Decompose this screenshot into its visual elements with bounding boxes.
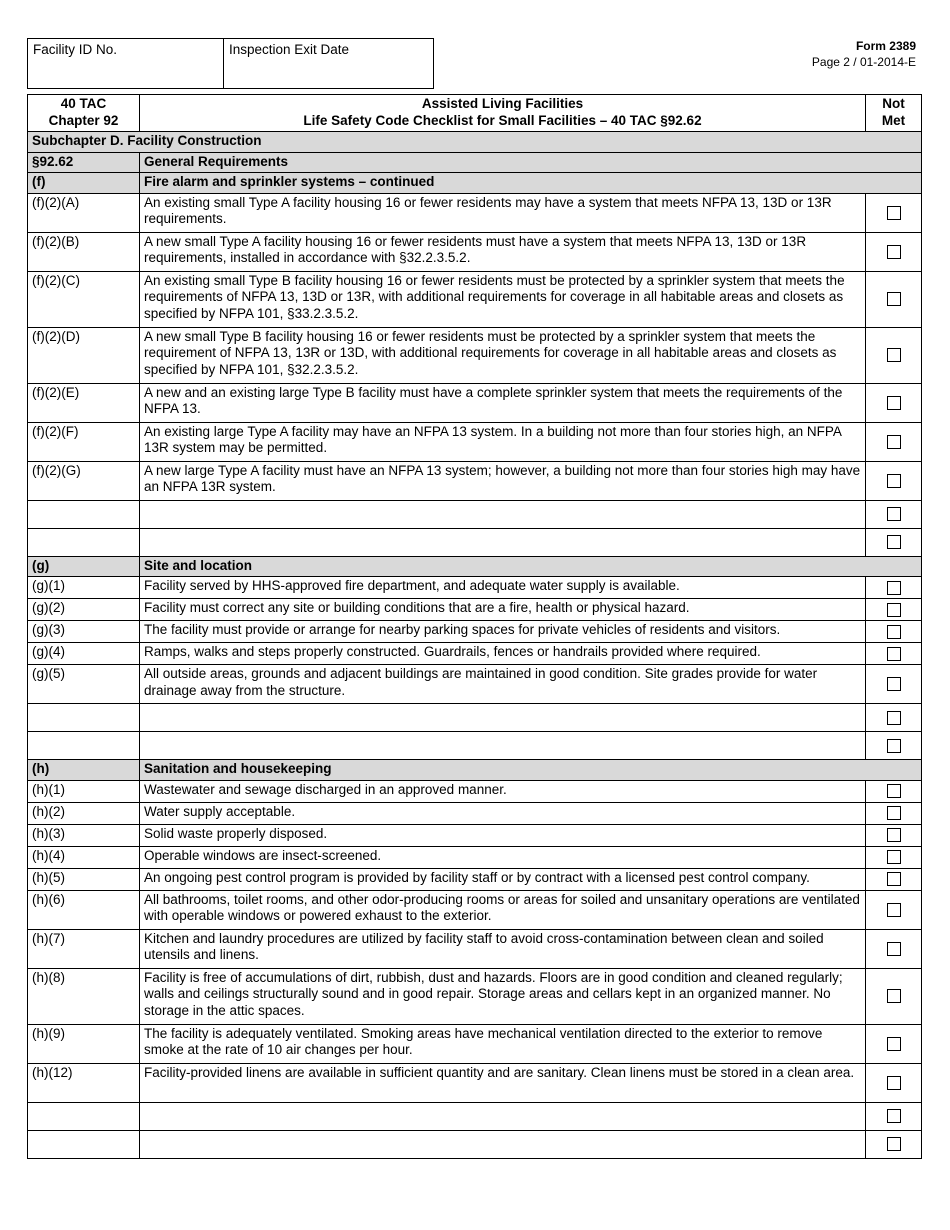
checklist-row bbox=[28, 1063, 922, 1102]
section-row bbox=[28, 152, 922, 173]
item-code: (g)(2) bbox=[28, 599, 140, 621]
blank-row bbox=[28, 528, 922, 556]
inspection-exit-date-label: Inspection Exit Date bbox=[229, 42, 350, 57]
checklist-row bbox=[28, 599, 922, 621]
item-code: (h)(4) bbox=[28, 846, 140, 868]
not-met-checkbox[interactable] bbox=[887, 784, 901, 798]
checklist-row bbox=[28, 232, 922, 271]
not-met-checkbox[interactable] bbox=[887, 1109, 901, 1123]
section-title: Sanitation and housekeeping bbox=[140, 760, 922, 781]
not-met-checkbox[interactable] bbox=[887, 603, 901, 617]
checklist-row bbox=[28, 846, 922, 868]
item-code: (f)(2)(B) bbox=[28, 232, 140, 271]
inspection-exit-date-field[interactable] bbox=[224, 39, 433, 88]
checklist-row bbox=[28, 802, 922, 824]
checklist-row bbox=[28, 780, 922, 802]
blank-row bbox=[28, 1102, 922, 1130]
not-met-checkbox[interactable] bbox=[887, 1076, 901, 1090]
item-text: Water supply acceptable. bbox=[140, 802, 866, 824]
item-text: An existing small Type A facility housing 16 or fewer residents may have a system that meets NFPA 13, 13D or 13R requirements. bbox=[140, 193, 866, 232]
item-code: (h)(8) bbox=[28, 968, 140, 1024]
blank-code-cell[interactable] bbox=[28, 1130, 140, 1158]
item-text: Facility served by HHS-approved fire department, and adequate water supply is available. bbox=[140, 577, 866, 599]
checklist-row bbox=[28, 868, 922, 890]
checklist-row bbox=[28, 327, 922, 383]
not-met-checkbox[interactable] bbox=[887, 739, 901, 753]
not-met-checkbox[interactable] bbox=[887, 677, 901, 691]
item-code: (g)(5) bbox=[28, 665, 140, 704]
checklist-table bbox=[27, 94, 922, 1159]
item-text: An existing large Type A facility may have an NFPA 13 system. In a building not more than four stories high, an NFPA 13R system may be permitted. bbox=[140, 422, 866, 461]
item-text: A new small Type A facility housing 16 or fewer residents must have a system that meets NFPA 13, 13D or 13R requirements, installed in accordance with §32.2.3.5.2. bbox=[140, 232, 866, 271]
blank-row bbox=[28, 500, 922, 528]
not-met-checkbox[interactable] bbox=[887, 245, 901, 259]
checklist-row bbox=[28, 271, 922, 327]
not-met-checkbox[interactable] bbox=[887, 1137, 901, 1151]
blank-text-cell[interactable] bbox=[140, 1130, 866, 1158]
checklist-row bbox=[28, 890, 922, 929]
item-text: The facility is adequately ventilated. Smoking areas have mechanical ventilation directed to the exterior to remove smoke at the rate of 10 air changes per hour. bbox=[140, 1024, 866, 1063]
page-info: Page 2 / 01-2014-E bbox=[811, 55, 916, 69]
facility-id-field[interactable] bbox=[28, 39, 224, 88]
facility-id-label: Facility ID No. bbox=[33, 42, 118, 57]
blank-code-cell[interactable] bbox=[28, 528, 140, 556]
table-title: Assisted Living Facilities Life Safety Code Checklist for Small Facilities – 40 TAC §92.62 bbox=[140, 95, 866, 132]
blank-text-cell[interactable] bbox=[140, 500, 866, 528]
item-code: (g)(3) bbox=[28, 621, 140, 643]
section-title: Site and location bbox=[140, 556, 922, 577]
not-met-checkbox[interactable] bbox=[887, 647, 901, 661]
section-code: §92.62 bbox=[28, 152, 140, 173]
blank-row bbox=[28, 732, 922, 760]
checklist-row bbox=[28, 461, 922, 500]
blank-code-cell[interactable] bbox=[28, 500, 140, 528]
item-code: (f)(2)(A) bbox=[28, 193, 140, 232]
not-met-checkbox[interactable] bbox=[887, 806, 901, 820]
item-code: (f)(2)(G) bbox=[28, 461, 140, 500]
item-text: All outside areas, grounds and adjacent buildings are maintained in good condition. Site grades provide for water drainage away from the structure. bbox=[140, 665, 866, 704]
item-code: (h)(6) bbox=[28, 890, 140, 929]
not-met-checkbox[interactable] bbox=[887, 535, 901, 549]
not-met-checkbox[interactable] bbox=[887, 872, 901, 886]
section-row bbox=[28, 760, 922, 781]
item-code: (h)(7) bbox=[28, 929, 140, 968]
checklist-row bbox=[28, 968, 922, 1024]
not-met-checkbox[interactable] bbox=[887, 903, 901, 917]
item-code: (h)(1) bbox=[28, 780, 140, 802]
checklist-row bbox=[28, 824, 922, 846]
checklist-row bbox=[28, 1024, 922, 1063]
item-text: A new large Type A facility must have an NFPA 13 system; however, a building not more than four stories high may have an NFPA 13R system. bbox=[140, 461, 866, 500]
blank-text-cell[interactable] bbox=[140, 704, 866, 732]
section-code: (g) bbox=[28, 556, 140, 577]
subchapter-row bbox=[28, 132, 922, 153]
item-code: (f)(2)(C) bbox=[28, 271, 140, 327]
checklist-row bbox=[28, 643, 922, 665]
item-text: Kitchen and laundry procedures are utilized by facility staff to avoid cross-contamination between clean and soiled utensils and linens. bbox=[140, 929, 866, 968]
item-code: (g)(1) bbox=[28, 577, 140, 599]
checklist-row bbox=[28, 193, 922, 232]
form-info bbox=[812, 38, 916, 70]
item-text: Ramps, walks and steps properly constructed. Guardrails, fences or handrails provided where required. bbox=[140, 643, 866, 665]
item-code: (h)(12) bbox=[28, 1063, 140, 1102]
blank-text-cell[interactable] bbox=[140, 732, 866, 760]
blank-text-cell[interactable] bbox=[140, 1102, 866, 1130]
not-met-checkbox[interactable] bbox=[887, 625, 901, 639]
checklist-row bbox=[28, 929, 922, 968]
not-met-checkbox[interactable] bbox=[887, 507, 901, 521]
not-met-checkbox[interactable] bbox=[887, 348, 901, 362]
not-met-checkbox[interactable] bbox=[887, 206, 901, 220]
facility-info-box bbox=[27, 38, 434, 89]
item-text: Solid waste properly disposed. bbox=[140, 824, 866, 846]
not-met-checkbox[interactable] bbox=[887, 396, 901, 410]
not-met-checkbox[interactable] bbox=[887, 989, 901, 1003]
blank-code-cell[interactable] bbox=[28, 732, 140, 760]
not-met-checkbox[interactable] bbox=[887, 292, 901, 306]
not-met-header: Not Met bbox=[866, 95, 922, 132]
item-code: (h)(2) bbox=[28, 802, 140, 824]
chapter-header: 40 TAC Chapter 92 bbox=[28, 95, 140, 132]
not-met-checkbox[interactable] bbox=[887, 942, 901, 956]
item-text: Facility-provided linens are available in sufficient quantity and are sanitary. Clean linens must be stored in a clean area. bbox=[140, 1063, 866, 1102]
form-number: Form 2389 bbox=[855, 39, 916, 53]
item-text: An ongoing pest control program is provided by facility staff or by contract with a licensed pest control company. bbox=[140, 868, 866, 890]
item-code: (f)(2)(E) bbox=[28, 383, 140, 422]
checklist-row bbox=[28, 383, 922, 422]
not-met-checkbox[interactable] bbox=[887, 711, 901, 725]
item-text: A new and an existing large Type B facility must have a complete sprinkler system that meets the requirements of the NFPA 13. bbox=[140, 383, 866, 422]
item-text: An existing small Type B facility housing 16 or fewer residents must be protected by a sprinkler system that meets the requirements of NFPA 13, 13D or 13R, with additional requirements for coverage in all habitable areas and closets as specified by NFPA 101, §33.2.3.5.2. bbox=[140, 271, 866, 327]
checklist-row bbox=[28, 621, 922, 643]
section-row bbox=[28, 173, 922, 194]
item-text: Facility must correct any site or building conditions that are a fire, health or physical hazard. bbox=[140, 599, 866, 621]
blank-code-cell[interactable] bbox=[28, 704, 140, 732]
table-header-row bbox=[28, 95, 922, 132]
item-text: The facility must provide or arrange for nearby parking spaces for private vehicles of residents and visitors. bbox=[140, 621, 866, 643]
blank-row bbox=[28, 704, 922, 732]
section-title: Fire alarm and sprinkler systems – continued bbox=[140, 173, 922, 194]
item-code: (h)(3) bbox=[28, 824, 140, 846]
not-met-checkbox[interactable] bbox=[887, 581, 901, 595]
not-met-checkbox[interactable] bbox=[887, 1037, 901, 1051]
section-code: (h) bbox=[28, 760, 140, 781]
item-text: A new small Type B facility housing 16 or fewer residents must be protected by a sprinkler system that meets the requirement of NFPA 13, 13R or 13D, with additional requirements for coverage in all habitable areas and closets as specified by NFPA 101, §32.2.3.5.2. bbox=[140, 327, 866, 383]
blank-text-cell[interactable] bbox=[140, 528, 866, 556]
item-text: Operable windows are insect-screened. bbox=[140, 846, 866, 868]
section-code: (f) bbox=[28, 173, 140, 194]
subchapter-title: Subchapter D. Facility Construction bbox=[28, 132, 922, 153]
item-code: (h)(9) bbox=[28, 1024, 140, 1063]
item-text: Facility is free of accumulations of dirt, rubbish, dust and hazards. Floors are in good condition and cleaned regularly; walls and ceilings structurally sound and in good repair. Storage areas and cellars kept in an organized manner. No storage in the attic spaces. bbox=[140, 968, 866, 1024]
item-text: All bathrooms, toilet rooms, and other odor-producing rooms or areas for soiled and unsanitary operations are ventilated with operable windows or powered exhaust to the exterior. bbox=[140, 890, 866, 929]
section-title: General Requirements bbox=[140, 152, 922, 173]
checklist-row bbox=[28, 665, 922, 704]
item-code: (f)(2)(D) bbox=[28, 327, 140, 383]
item-code: (g)(4) bbox=[28, 643, 140, 665]
checklist-row bbox=[28, 577, 922, 599]
blank-row bbox=[28, 1130, 922, 1158]
item-code: (f)(2)(F) bbox=[28, 422, 140, 461]
checklist-row bbox=[28, 422, 922, 461]
section-row bbox=[28, 556, 922, 577]
not-met-checkbox[interactable] bbox=[887, 828, 901, 842]
item-text: Wastewater and sewage discharged in an approved manner. bbox=[140, 780, 866, 802]
not-met-checkbox[interactable] bbox=[887, 474, 901, 488]
blank-code-cell[interactable] bbox=[28, 1102, 140, 1130]
item-code: (h)(5) bbox=[28, 868, 140, 890]
not-met-checkbox[interactable] bbox=[887, 850, 901, 864]
not-met-checkbox[interactable] bbox=[887, 435, 901, 449]
